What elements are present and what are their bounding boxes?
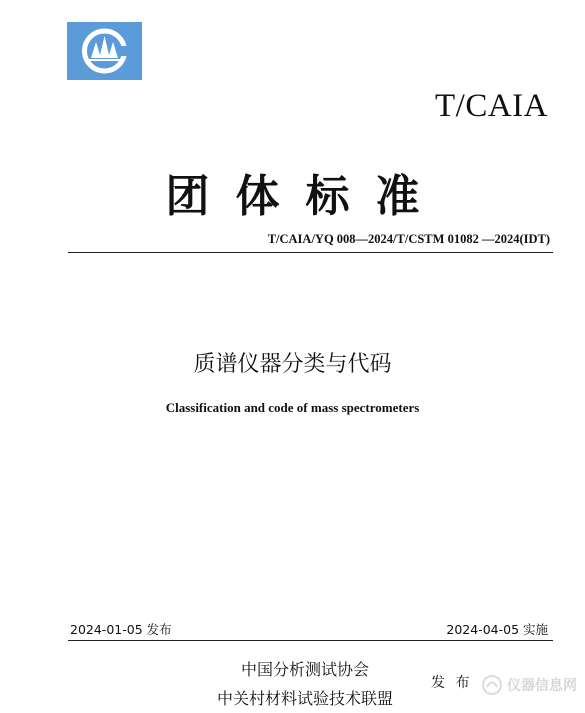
title-chinese: 质谱仪器分类与代码 <box>193 352 392 377</box>
watermark-icon <box>481 674 503 696</box>
standard-type: 团体标准 <box>165 171 446 222</box>
issued-by-label: 发 布 <box>431 675 473 691</box>
issuing-organizations <box>205 655 405 713</box>
watermark-text: 仪器信息网 <box>507 678 577 694</box>
issue-date: 2024-01-05 发布 <box>70 622 172 637</box>
caia-logo-graphic <box>67 22 142 80</box>
bottom-divider <box>68 640 553 641</box>
effective-date: 2024-04-05 实施 <box>446 622 548 637</box>
title-english: Classification and code of mass spectrometers <box>165 400 420 415</box>
caia-logo <box>67 22 142 80</box>
issuer-org-2: 中关村材料试验技术联盟 <box>216 689 393 708</box>
issuer-org-1: 中国分析测试协会 <box>240 660 369 679</box>
standard-code: T/CAIA <box>435 88 548 124</box>
watermark <box>481 674 577 696</box>
document-number: T/CAIA/YQ 008—2024/T/CSTM 01082 —2024(IDT) <box>267 232 550 246</box>
top-divider <box>68 252 553 253</box>
